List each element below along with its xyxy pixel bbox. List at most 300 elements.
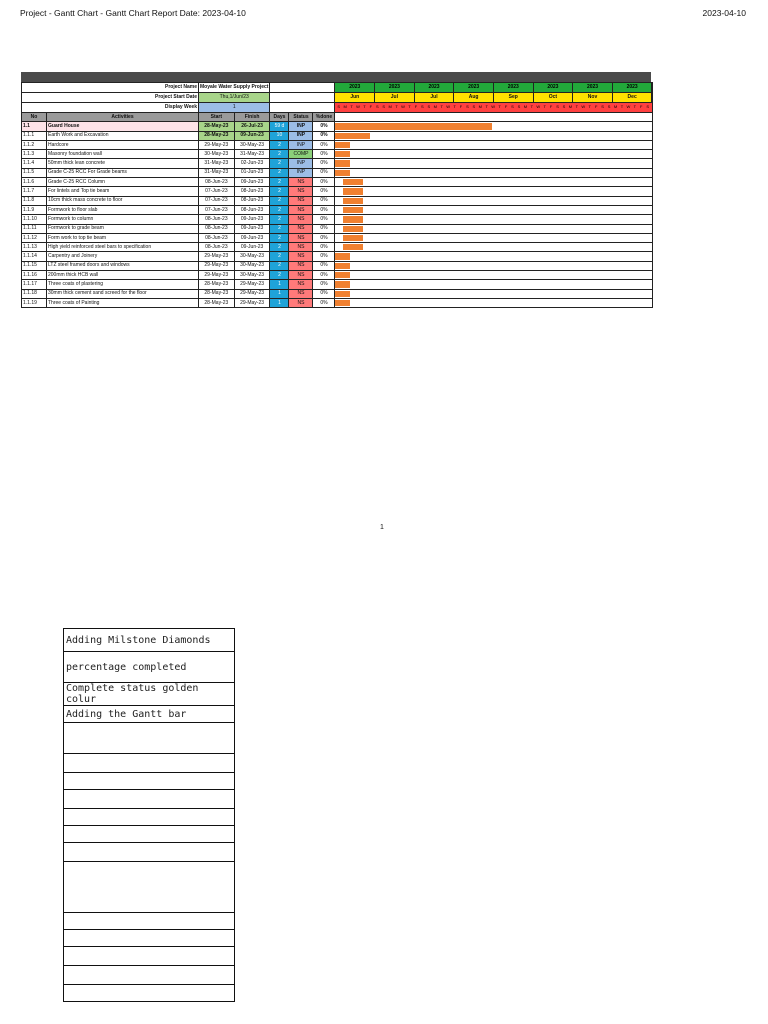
project-start-row-timeline	[335, 93, 653, 103]
week-day-letter: S	[375, 104, 379, 109]
task-no: 1.1.10	[22, 215, 47, 224]
task-percent: 0%	[313, 252, 335, 261]
task-row	[22, 131, 653, 140]
task-status: NS	[289, 252, 313, 261]
week-day-letter: F	[414, 104, 418, 109]
task-finish: 09-Jun-23	[234, 233, 270, 242]
note-row	[64, 966, 235, 985]
year-label: 2023	[613, 83, 653, 92]
task-days: 2	[270, 140, 289, 149]
week-day-letter: W	[356, 104, 360, 109]
task-row	[22, 187, 653, 196]
task-row	[22, 224, 653, 233]
task-no: 1.1.7	[22, 187, 47, 196]
task-finish: 09-Jun-23	[234, 215, 270, 224]
task-status: INP	[289, 131, 313, 140]
week-day-letter: S	[511, 104, 514, 109]
task-activity: High yield reinforced steel bars to specification	[47, 243, 199, 252]
gantt-bar	[343, 216, 363, 222]
task-no: 1.1.9	[22, 205, 47, 214]
month-label: Aug	[454, 93, 494, 102]
task-days: 2	[270, 224, 289, 233]
task-status: INP	[289, 122, 313, 131]
task-timeline	[335, 122, 653, 131]
task-finish: 30-May-23	[234, 140, 270, 149]
week-day-letter: M	[388, 104, 392, 109]
task-row	[22, 215, 653, 224]
week-day-letter: W	[491, 104, 496, 109]
task-no: 1.1.18	[22, 289, 47, 298]
task-start: 08-Jun-23	[199, 243, 235, 252]
task-no: 1.1.14	[22, 252, 47, 261]
note-cell: percentage completed	[64, 652, 235, 683]
task-no: 1.1.2	[22, 140, 47, 149]
year-label: 2023	[573, 83, 613, 92]
task-start: 07-Jun-23	[199, 196, 235, 205]
year-label: 2023	[454, 83, 494, 92]
gantt-bar	[335, 133, 369, 139]
task-row	[22, 280, 653, 289]
task-no: 1.1.3	[22, 150, 47, 159]
task-no: 1.1.4	[22, 159, 47, 168]
task-row	[22, 243, 653, 252]
task-start: 28-May-23	[199, 289, 235, 298]
task-no: 1.1.1	[22, 131, 47, 140]
note-cell	[64, 913, 235, 930]
task-finish: 01-Jun-23	[234, 168, 270, 177]
task-status: INP	[289, 140, 313, 149]
task-timeline	[335, 261, 653, 270]
task-days: 1	[270, 289, 289, 298]
task-row	[22, 196, 653, 205]
week-day-letter: T	[440, 104, 443, 109]
task-days: 1	[270, 280, 289, 289]
task-days: 2	[270, 271, 289, 280]
week-day-letter: M	[433, 104, 437, 109]
gantt-bar	[335, 281, 349, 287]
week-day-letter: T	[453, 104, 456, 109]
task-finish: 30-May-23	[234, 252, 270, 261]
report-header-date: 2023-04-10	[702, 8, 746, 18]
task-timeline	[335, 187, 653, 196]
task-row	[22, 233, 653, 242]
task-percent: 0%	[313, 187, 335, 196]
gantt-bar	[335, 253, 349, 259]
week-day-letter: S	[382, 104, 386, 109]
task-activity: For lintels and Top tie beam	[47, 187, 199, 196]
task-start: 29-May-23	[199, 252, 235, 261]
task-start: 29-May-23	[199, 140, 235, 149]
month-label: Sep	[494, 93, 534, 102]
task-activity: 50mm thick lean concrete	[47, 159, 199, 168]
task-percent: 0%	[313, 298, 335, 307]
note-cell: Adding Milstone Diamonds	[64, 629, 235, 652]
task-status: NS	[289, 178, 313, 187]
task-days: 2	[270, 243, 289, 252]
note-cell: Complete status golden colur	[64, 683, 235, 706]
task-days: 2	[270, 159, 289, 168]
task-no: 1.1.16	[22, 271, 47, 280]
week-day-letter: T	[395, 104, 398, 109]
note-cell	[64, 790, 235, 809]
task-timeline	[335, 140, 653, 149]
task-timeline	[335, 159, 653, 168]
note-cell: Adding the Gantt bar	[64, 706, 235, 723]
task-days: 2	[270, 150, 289, 159]
week-day-letter: W	[626, 104, 631, 109]
week-day-letter: F	[640, 104, 643, 109]
task-activity: Grade C-25 RCC For Grade beams	[47, 168, 199, 177]
task-start: 08-Jun-23	[199, 224, 235, 233]
task-status: NS	[289, 233, 313, 242]
timeline-header	[335, 113, 653, 122]
task-percent: 0%	[313, 289, 335, 298]
month-label: Jul	[375, 93, 415, 102]
task-finish: 29-May-23	[234, 280, 270, 289]
task-days: 2	[270, 168, 289, 177]
task-activity: 200mm thick HCB wall	[47, 271, 199, 280]
task-percent: 0%	[313, 150, 335, 159]
task-row	[22, 159, 653, 168]
week-day-letter: M	[478, 104, 482, 109]
task-status: NS	[289, 205, 313, 214]
gantt-bar	[335, 142, 349, 148]
project-start-row	[22, 93, 653, 103]
task-start: 08-Jun-23	[199, 178, 235, 187]
task-percent: 0%	[313, 224, 335, 233]
task-status: INP	[289, 168, 313, 177]
task-finish: 09-Jun-23	[234, 243, 270, 252]
week-day-letter: T	[485, 104, 488, 109]
task-percent: 0%	[313, 122, 335, 131]
gantt-bar	[343, 198, 363, 204]
task-row	[22, 150, 653, 159]
task-finish: 30-May-23	[234, 271, 270, 280]
week-day-letter: S	[466, 104, 469, 109]
project-name-row-timeline	[335, 83, 653, 93]
note-cell	[64, 862, 235, 913]
col-header-no: No	[22, 113, 47, 122]
note-cell	[64, 809, 235, 826]
task-days: 2	[270, 261, 289, 270]
week-day-letter: S	[472, 104, 476, 109]
month-label: Nov	[573, 93, 613, 102]
month-label: Jul	[415, 93, 455, 102]
col-header-finish: Finish	[234, 113, 270, 122]
year-label: 2023	[335, 83, 375, 92]
task-status: COMP	[289, 150, 313, 159]
year-label: 2023	[534, 83, 574, 92]
task-days: 2	[270, 196, 289, 205]
task-start: 29-May-23	[199, 261, 235, 270]
task-timeline	[335, 196, 653, 205]
note-cell	[64, 754, 235, 773]
task-status: NS	[289, 261, 313, 270]
week-day-letter: M	[523, 104, 528, 109]
task-percent: 0%	[313, 140, 335, 149]
task-timeline	[335, 178, 653, 187]
note-cell	[64, 930, 235, 947]
task-activity: 30mm thick cement sand screed for the floor	[47, 289, 199, 298]
task-row	[22, 140, 653, 149]
week-day-letter: F	[594, 104, 598, 109]
year-label: 2023	[375, 83, 415, 92]
task-start: 08-Jun-23	[199, 233, 235, 242]
gantt-bar	[335, 291, 349, 297]
project-name-row	[22, 83, 653, 93]
task-activity: Masonry foundation wall	[47, 150, 199, 159]
task-timeline	[335, 289, 653, 298]
task-activity: Form work to top tie beam	[47, 233, 199, 242]
task-status: INP	[289, 159, 313, 168]
task-status: NS	[289, 271, 313, 280]
task-activity: Three coats of plastering	[47, 280, 199, 289]
project-start-row-spacer	[270, 93, 335, 103]
task-activity: Earth Work and Excavation	[47, 131, 199, 140]
week-day-letter: S	[337, 104, 340, 109]
task-percent: 0%	[313, 196, 335, 205]
note-cell	[64, 843, 235, 862]
note-row	[64, 683, 235, 706]
task-activity: Guard House	[47, 122, 199, 131]
task-percent: 0%	[313, 205, 335, 214]
week-day-letter: T	[633, 104, 637, 109]
task-status: NS	[289, 196, 313, 205]
task-finish: 08-Jun-23	[234, 196, 270, 205]
gantt-bar	[335, 160, 349, 166]
task-timeline	[335, 280, 653, 289]
note-row	[64, 723, 235, 754]
gantt-table	[21, 82, 653, 308]
year-label: 2023	[415, 83, 455, 92]
week-day-letter: T	[530, 104, 534, 109]
sheet-top-bar	[21, 72, 651, 82]
task-activity: Formwork to grade beam	[47, 224, 199, 233]
task-start: 08-Jun-23	[199, 215, 235, 224]
gantt-bar	[335, 170, 349, 176]
task-days: 2	[270, 252, 289, 261]
week-day-letter: T	[588, 104, 591, 109]
task-finish: 02-Jun-23	[234, 159, 270, 168]
note-row	[64, 629, 235, 652]
page-number: 1	[380, 524, 384, 531]
task-percent: 0%	[313, 168, 335, 177]
task-start: 28-May-23	[199, 131, 235, 140]
task-percent: 0%	[313, 233, 335, 242]
task-no: 1.1.11	[22, 224, 47, 233]
task-percent: 0%	[313, 280, 335, 289]
month-label: Oct	[534, 93, 574, 102]
note-row	[64, 947, 235, 966]
task-activity: Formwork to floor slab	[47, 205, 199, 214]
task-finish: 09-Jun-23	[234, 224, 270, 233]
task-start: 07-Jun-23	[199, 205, 235, 214]
week-day-letter: S	[517, 104, 521, 109]
gantt-bar	[335, 123, 491, 129]
note-cell	[64, 773, 235, 790]
task-start: 31-May-23	[199, 168, 235, 177]
task-days: 2	[270, 215, 289, 224]
week-day-letter: F	[504, 104, 508, 109]
week-day-letter: M	[343, 104, 347, 109]
week-day-letter: T	[498, 104, 501, 109]
year-label: 2023	[494, 83, 534, 92]
task-activity: Formwork to column	[47, 215, 199, 224]
project-start-row-label: Project Start Date	[22, 93, 199, 103]
task-status: NS	[289, 280, 313, 289]
task-activity: Carpentry and Joinery	[47, 252, 199, 261]
report-header-title: Project - Gantt Chart - Gantt Chart Report Date: 2023-04-10	[20, 8, 246, 18]
week-day-letter: S	[607, 104, 611, 109]
task-finish: 08-Jun-23	[234, 187, 270, 196]
task-timeline	[335, 205, 653, 214]
project-name-row-value: Moyale Water Supply Project	[199, 83, 270, 93]
week-day-letter: M	[568, 104, 573, 109]
note-row	[64, 773, 235, 790]
task-no: 1.1.13	[22, 243, 47, 252]
task-row	[22, 168, 653, 177]
task-start: 07-Jun-23	[199, 187, 235, 196]
note-row	[64, 826, 235, 843]
task-percent: 0%	[313, 131, 335, 140]
task-activity: Three coats of Painting	[47, 298, 199, 307]
task-timeline	[335, 131, 653, 140]
task-timeline	[335, 215, 653, 224]
task-percent: 0%	[313, 243, 335, 252]
task-no: 1.1.5	[22, 168, 47, 177]
note-row	[64, 652, 235, 683]
week-day-letter: T	[543, 104, 546, 109]
col-header-activity: Activities	[47, 113, 199, 122]
project-name-row-label: Project Name	[22, 83, 199, 93]
task-status: NS	[289, 224, 313, 233]
task-activity: LTZ steel framed doors and windows	[47, 261, 199, 270]
display-week-row-label: Display Week	[22, 103, 199, 113]
week-day-letter: M	[613, 104, 618, 109]
task-start: 28-May-23	[199, 122, 235, 131]
task-days: 10	[270, 131, 289, 140]
week-day-letter: T	[620, 104, 624, 109]
task-row	[22, 178, 653, 187]
task-finish: 09-Jun-23	[234, 178, 270, 187]
display-week-row-value: 1	[199, 103, 270, 113]
task-row	[22, 205, 653, 214]
task-start: 31-May-23	[199, 159, 235, 168]
week-day-letter: T	[408, 104, 411, 109]
task-finish: 08-Jun-23	[234, 205, 270, 214]
task-status: NS	[289, 243, 313, 252]
task-timeline	[335, 224, 653, 233]
task-status: NS	[289, 289, 313, 298]
project-start-row-value: Thu,1/Jun/23	[199, 93, 270, 103]
task-percent: 0%	[313, 271, 335, 280]
task-percent: 0%	[313, 215, 335, 224]
note-cell	[64, 985, 235, 1002]
task-no: 1.1.6	[22, 178, 47, 187]
week-day-letter: S	[646, 104, 649, 109]
week-day-letter: T	[575, 104, 579, 109]
task-activity: Hardcore	[47, 140, 199, 149]
task-finish: 26-Jul-23	[234, 122, 270, 131]
task-timeline	[335, 150, 653, 159]
week-day-letter: S	[601, 104, 604, 109]
note-row	[64, 913, 235, 930]
task-no: 1.1.17	[22, 280, 47, 289]
task-row	[22, 261, 653, 270]
task-row	[22, 289, 653, 298]
column-header-row	[22, 113, 653, 122]
task-days: 2	[270, 233, 289, 242]
note-cell	[64, 723, 235, 754]
week-day-letter: W	[581, 104, 586, 109]
task-row	[22, 122, 653, 131]
week-day-letter: S	[427, 104, 431, 109]
task-finish: 30-May-23	[234, 261, 270, 270]
week-day-strip	[335, 103, 652, 112]
week-day-letter: S	[556, 104, 559, 109]
task-status: NS	[289, 187, 313, 196]
project-name-row-spacer	[270, 83, 335, 93]
task-activity: Grade C-25 RCC Column	[47, 178, 199, 187]
task-finish: 29-May-23	[234, 289, 270, 298]
col-header-days: Days	[270, 113, 289, 122]
task-percent: 0%	[313, 178, 335, 187]
task-start: 30-May-23	[199, 150, 235, 159]
task-days: 59 d	[270, 122, 289, 131]
task-timeline	[335, 252, 653, 261]
gantt-bar	[343, 235, 363, 241]
gantt-bar	[335, 272, 349, 278]
gantt-bar	[343, 207, 363, 213]
gantt-bar	[335, 300, 349, 306]
week-day-letter: W	[536, 104, 541, 109]
task-days: 2	[270, 187, 289, 196]
task-timeline	[335, 243, 653, 252]
gantt-bar	[343, 179, 363, 185]
display-week-row-timeline	[335, 103, 653, 113]
task-timeline	[335, 168, 653, 177]
col-header-status: Status	[289, 113, 313, 122]
note-row	[64, 862, 235, 913]
gantt-bar	[343, 244, 363, 250]
task-status: NS	[289, 215, 313, 224]
note-cell	[64, 826, 235, 843]
week-day-letter: F	[369, 104, 373, 109]
week-day-letter: F	[459, 104, 463, 109]
note-row	[64, 706, 235, 723]
month-label: Jun	[335, 93, 375, 102]
week-day-letter: S	[562, 104, 566, 109]
task-no: 1.1.15	[22, 261, 47, 270]
display-week-row-spacer	[270, 103, 335, 113]
note-cell	[64, 947, 235, 966]
gantt-bar	[335, 151, 349, 157]
week-day-letter: S	[421, 104, 424, 109]
task-days: 2	[270, 178, 289, 187]
week-day-letter: T	[363, 104, 366, 109]
task-start: 28-May-23	[199, 298, 235, 307]
task-finish: 31-May-23	[234, 150, 270, 159]
task-no: 1.1.19	[22, 298, 47, 307]
week-day-letter: W	[401, 104, 405, 109]
month-label: Dec	[613, 93, 653, 102]
task-finish: 29-May-23	[234, 298, 270, 307]
task-timeline	[335, 298, 653, 307]
task-start: 28-May-23	[199, 280, 235, 289]
task-finish: 09-Jun-23	[234, 131, 270, 140]
note-row	[64, 809, 235, 826]
week-day-letter: T	[350, 104, 353, 109]
